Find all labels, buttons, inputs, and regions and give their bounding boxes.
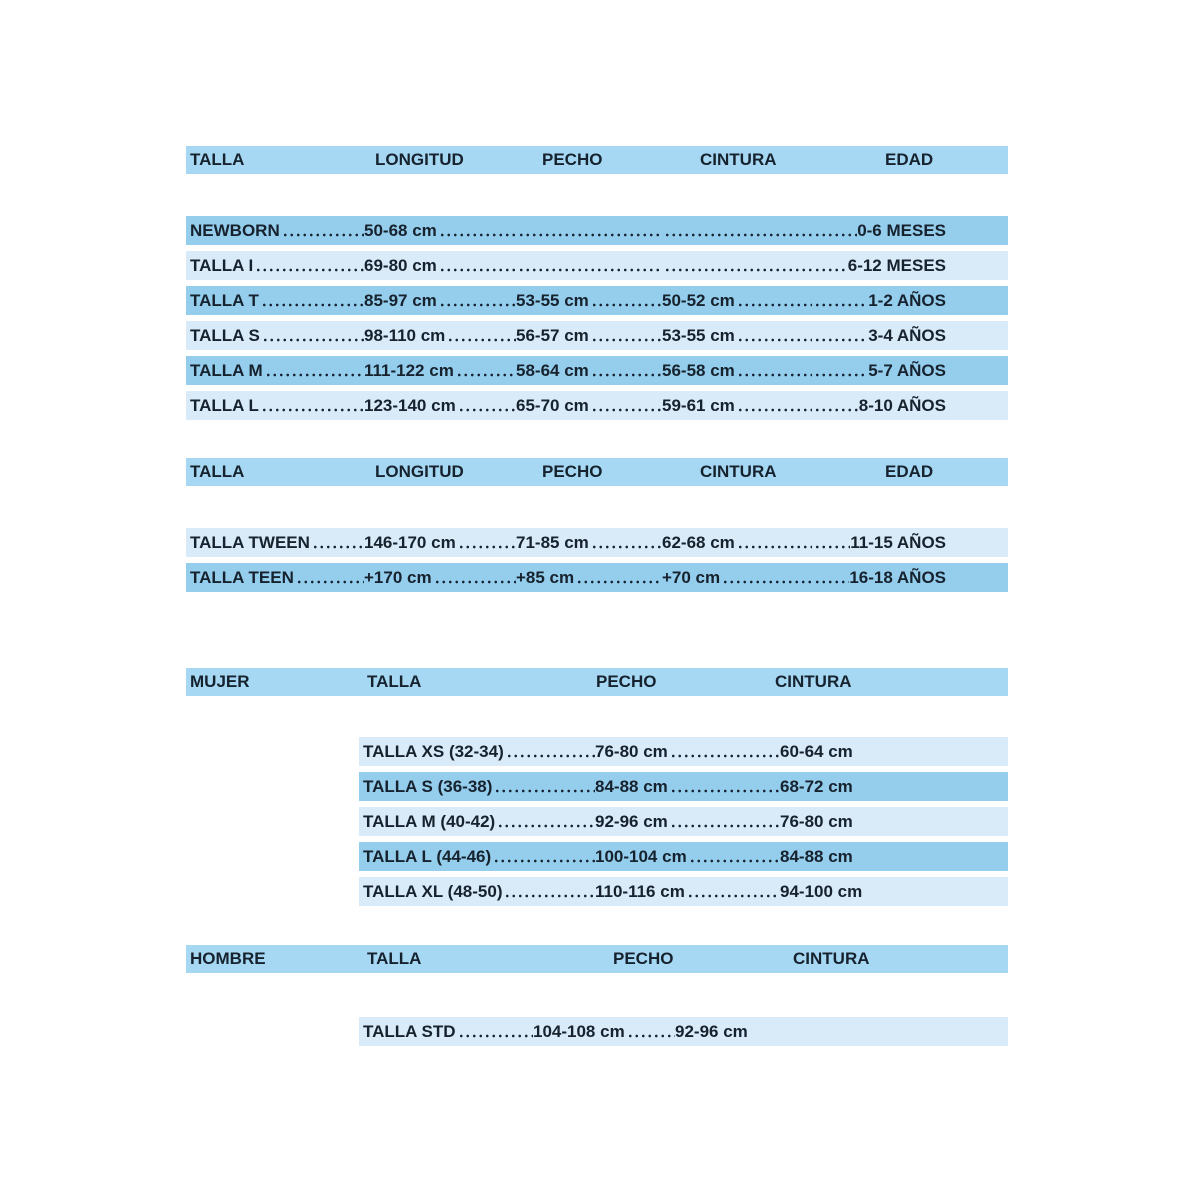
dot-leader xyxy=(437,216,516,245)
column-header-pecho: PECHO xyxy=(542,150,603,169)
size-row-mujer-m xyxy=(359,807,1008,836)
row-label: TALLA I xyxy=(190,255,254,275)
row-value-pecho: 65-70 cm xyxy=(516,395,589,415)
dot-leader xyxy=(735,286,812,315)
row-label: TALLA L xyxy=(190,395,259,415)
size-row-mujer-xs xyxy=(359,737,1008,766)
row-value-pecho: 58-64 cm xyxy=(516,360,589,380)
row-value-cintura: 60-64 cm xyxy=(780,741,853,761)
dot-leader xyxy=(432,563,516,592)
dot-leader xyxy=(812,356,868,385)
size-row-hombre-std xyxy=(359,1017,1008,1046)
dot-leader xyxy=(735,528,812,557)
row-label: TALLA M xyxy=(190,360,263,380)
row-value-cintura: 68-72 cm xyxy=(780,776,853,796)
row-value-edad: 5-7 AÑOS xyxy=(868,360,946,380)
row-label: TALLA STD xyxy=(363,1021,456,1041)
row-value-edad: 3-4 AÑOS xyxy=(868,325,946,345)
row-value-cintura: +70 cm xyxy=(662,567,721,587)
column-header-pecho: PECHO xyxy=(613,949,674,968)
column-header-talla: TALLA xyxy=(367,949,422,968)
row-label: NEWBORN xyxy=(190,220,280,240)
row-value-cintura: 76-80 cm xyxy=(780,811,853,831)
dot-leader xyxy=(492,772,595,801)
dot-leader xyxy=(260,321,364,350)
row-value-longitud: 98-110 cm xyxy=(364,325,446,345)
size-row-talla-i xyxy=(186,251,1008,280)
dot-leader xyxy=(812,251,848,280)
dot-leader xyxy=(280,216,364,245)
row-value-cintura: 92-96 cm xyxy=(675,1021,748,1041)
dot-leader xyxy=(812,563,849,592)
column-header-pecho: PECHO xyxy=(596,672,657,691)
row-label: TALLA XL (48-50) xyxy=(363,881,503,901)
dot-leader xyxy=(812,391,859,420)
row-label: TALLA TEEN xyxy=(190,567,294,587)
size-row-talla-teen xyxy=(186,563,1008,592)
dot-leader xyxy=(294,563,364,592)
size-row-talla-tween xyxy=(186,528,1008,557)
row-label: TALLA S (36-38) xyxy=(363,776,493,796)
dot-leader xyxy=(495,807,595,836)
tween-teen-table-header xyxy=(186,458,1008,486)
dot-leader xyxy=(735,356,812,385)
dot-leader xyxy=(625,1017,675,1046)
dot-leader xyxy=(589,321,662,350)
column-header-talla: TALLA xyxy=(367,672,422,691)
dot-leader xyxy=(812,216,857,245)
column-header-cintura: CINTURA xyxy=(700,150,777,169)
row-label: TALLA T xyxy=(190,290,259,310)
dot-leader xyxy=(516,216,662,245)
mujer-table-header xyxy=(186,668,1008,696)
dot-leader xyxy=(589,391,662,420)
row-value-pecho: 100-104 cm xyxy=(595,846,687,866)
dot-leader xyxy=(812,528,850,557)
dot-leader xyxy=(456,528,516,557)
size-row-mujer-s xyxy=(359,772,1008,801)
row-label: TALLA XS (32-34) xyxy=(363,741,504,761)
size-row-talla-m xyxy=(186,356,1008,385)
dot-leader xyxy=(812,286,868,315)
size-row-talla-l xyxy=(186,391,1008,420)
row-value-pecho: 110-116 cm xyxy=(595,881,685,901)
row-value-edad: 1-2 AÑOS xyxy=(868,290,946,310)
dot-leader xyxy=(437,286,516,315)
row-value-pecho: 92-96 cm xyxy=(595,811,668,831)
row-value-longitud: 111-122 cm xyxy=(364,360,454,380)
column-header-cintura: CINTURA xyxy=(793,949,870,968)
kids-table-header xyxy=(186,146,1008,174)
dot-leader xyxy=(502,877,595,906)
column-header-longitud: LONGITUD xyxy=(375,462,464,481)
section-header-hombre: HOMBRE xyxy=(190,949,266,968)
row-value-longitud: 123-140 cm xyxy=(364,395,456,415)
dot-leader xyxy=(263,356,364,385)
row-value-cintura: 50-52 cm xyxy=(662,290,735,310)
dot-leader xyxy=(720,563,812,592)
size-row-mujer-xl xyxy=(359,877,1008,906)
row-value-longitud: +170 cm xyxy=(364,567,432,587)
row-label: TALLA S xyxy=(190,325,260,345)
dot-leader xyxy=(253,251,364,280)
dot-leader xyxy=(668,807,780,836)
row-value-cintura: 53-55 cm xyxy=(662,325,735,345)
row-value-pecho: 104-108 cm xyxy=(533,1021,625,1041)
column-header-talla: TALLA xyxy=(190,462,245,481)
row-value-pecho: 84-88 cm xyxy=(595,776,668,796)
row-value-edad: 8-10 AÑOS xyxy=(858,395,946,415)
dot-leader xyxy=(259,391,364,420)
row-value-cintura: 94-100 cm xyxy=(780,881,863,901)
size-row-newborn xyxy=(186,216,1008,245)
row-value-longitud: 50-68 cm xyxy=(364,220,437,240)
row-value-cintura: 56-58 cm xyxy=(662,360,735,380)
dot-leader xyxy=(668,772,780,801)
dot-leader xyxy=(516,251,662,280)
row-value-pecho: 56-57 cm xyxy=(516,325,589,345)
size-row-mujer-l xyxy=(359,842,1008,871)
row-value-cintura: 62-68 cm xyxy=(662,532,735,552)
row-value-edad: 0-6 MESES xyxy=(857,220,946,240)
row-value-longitud: 69-80 cm xyxy=(364,255,437,275)
dot-leader xyxy=(589,356,662,385)
row-value-pecho: +85 cm xyxy=(516,567,575,587)
dot-leader xyxy=(491,842,595,871)
dot-leader xyxy=(456,391,516,420)
dot-leader xyxy=(589,286,662,315)
dot-leader xyxy=(687,842,780,871)
size-row-talla-t xyxy=(186,286,1008,315)
dot-leader xyxy=(685,877,780,906)
dot-leader xyxy=(456,1017,533,1046)
dot-leader xyxy=(812,321,868,350)
dot-leader xyxy=(735,391,812,420)
dot-leader xyxy=(662,251,812,280)
column-header-cintura: CINTURA xyxy=(700,462,777,481)
dot-leader xyxy=(454,356,516,385)
row-value-pecho: 76-80 cm xyxy=(595,741,668,761)
hombre-table-header xyxy=(186,945,1008,973)
row-value-edad: 16-18 AÑOS xyxy=(849,567,946,587)
dot-leader xyxy=(589,528,662,557)
column-header-talla: TALLA xyxy=(190,150,245,169)
dot-leader xyxy=(445,321,516,350)
row-value-edad: 11-15 AÑOS xyxy=(850,532,946,552)
dot-leader xyxy=(504,737,595,766)
row-value-pecho: 71-85 cm xyxy=(516,532,589,552)
row-value-pecho: 53-55 cm xyxy=(516,290,589,310)
row-value-longitud: 85-97 cm xyxy=(364,290,437,310)
row-value-edad: 6-12 MESES xyxy=(847,255,946,275)
column-header-longitud: LONGITUD xyxy=(375,150,464,169)
row-value-longitud: 146-170 cm xyxy=(364,532,456,552)
dot-leader xyxy=(437,251,516,280)
dot-leader xyxy=(735,321,812,350)
column-header-pecho: PECHO xyxy=(542,462,603,481)
dot-leader xyxy=(668,737,780,766)
row-label: TALLA M (40-42) xyxy=(363,811,496,831)
column-header-edad: EDAD xyxy=(885,150,934,169)
size-row-talla-s xyxy=(186,321,1008,350)
dot-leader xyxy=(662,216,812,245)
column-header-cintura: CINTURA xyxy=(775,672,852,691)
dot-leader xyxy=(310,528,364,557)
row-label: TALLA TWEEN xyxy=(190,532,310,552)
dot-leader xyxy=(259,286,364,315)
dot-leader xyxy=(574,563,662,592)
column-header-edad: EDAD xyxy=(885,462,934,481)
row-value-cintura: 84-88 cm xyxy=(780,846,853,866)
row-value-cintura: 59-61 cm xyxy=(662,395,735,415)
row-label: TALLA L (44-46) xyxy=(363,846,492,866)
section-header-mujer: MUJER xyxy=(190,672,250,691)
